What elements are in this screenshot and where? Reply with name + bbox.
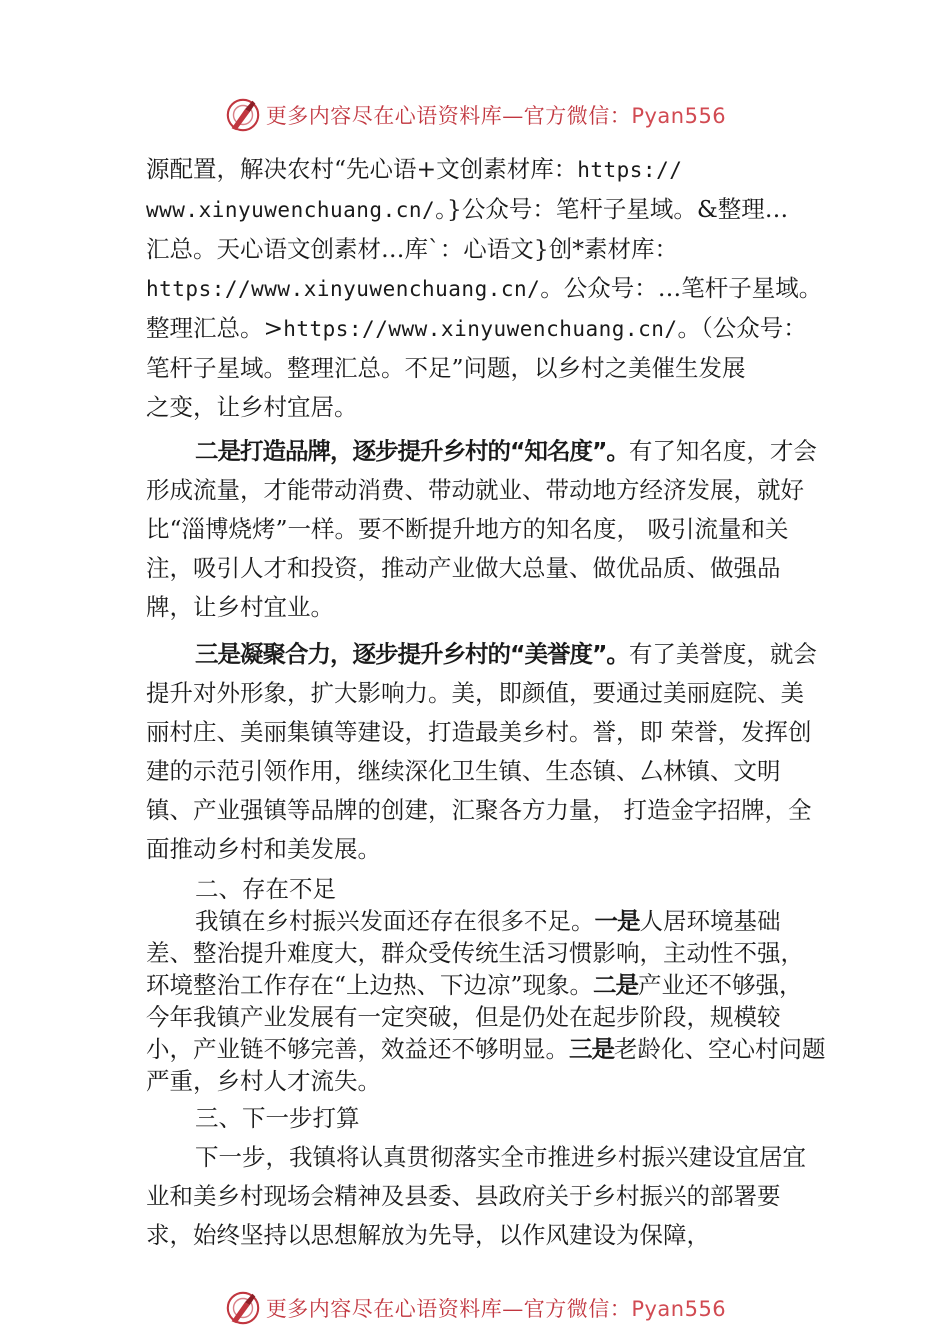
- p2-body: 有了知名度，才会形成流量，才能带动消费、带动就业、带动地方经济发展，就好比“淄博烧烤”一样。要不断提升地方的知名度， 吸引流量和关注，吸引人才和投资，推动产业做大总量、做优品质、做强品牌，让乡村宜业。: [146, 437, 817, 621]
- p1-line4: 。公众号：…笔杆子星域。: [540, 274, 823, 302]
- footer-banner-code: Pyan556: [631, 1297, 727, 1321]
- p4-text-3: 产业还不够强，今年我镇产业发展有一定突破，但是仍处在起步阶段，规模较小，产业链不够完善，效益还不够明显。: [146, 971, 803, 1063]
- pen-logo-icon: [224, 1289, 262, 1327]
- p5-body: 下一步，我镇将认真贯彻落实全市推进乡村振兴建设宜居宜业和美乡村现场会精神及县委、县政府关于乡村振兴的部署要求，始终坚持以思想解放为先导，以作风建设为保障，: [146, 1143, 806, 1249]
- p1-url-fragment: https://: [577, 158, 683, 182]
- footer-watermark: [0, 1288, 950, 1328]
- p2-lead: 二是打造品牌，逐步提升乡村的“知名度”。: [195, 437, 629, 465]
- header-banner-code: Pyan556: [631, 104, 727, 128]
- p1-url-3: https://www.xinyuwenchuang.cn/: [283, 317, 678, 341]
- header-banner-text: 更多内容尽在心语资料库—官方微信：: [265, 104, 632, 128]
- paragraph-4: [146, 905, 826, 1097]
- p1-line2: 。}公众号：笔杆子星域。&整理…: [435, 195, 789, 223]
- p1-url-2: https://www.xinyuwenchuang.cn/: [146, 277, 541, 301]
- p4-text-2: 人居环境基础差、整治提升难度大，群众受传统生活习惯影响，主动性不强，环境整治工作存在“上边热、下边凉”现象。: [146, 907, 804, 999]
- paragraph-1: [146, 150, 826, 427]
- paragraph-3: [146, 635, 826, 869]
- header-watermark: [0, 95, 950, 135]
- footer-banner-text: 更多内容尽在心语资料库—官方微信：: [265, 1297, 632, 1321]
- p3-body: 有了美誉度，就会提升对外形象，扩大影响力。美，即颜值，要通过美丽庭院、美丽村庄、美丽集镇等建设，打造最美乡村。誉，即 荣誉，发挥创建的示范引领作用，继续深化卫生镇、生态镇、厶林镇、文明镇、产业强镇等品牌的创建，汇聚各方力量， 打造金字招牌，全面推动乡村和美发展。: [146, 640, 817, 863]
- paragraph-5: [146, 1138, 826, 1255]
- section-heading-2-wrap: [146, 872, 826, 906]
- p1-url-1: www.xinyuwenchuang.cn/: [146, 198, 436, 222]
- paragraph-2: [146, 432, 826, 627]
- section-heading-3: 三、下一步打算: [195, 1104, 360, 1132]
- p4-text-4: 老龄化、空心村问题严重，乡村人才流失。: [146, 1035, 826, 1095]
- p4-bold-3: 三是: [569, 1035, 614, 1063]
- p1-line1: 源配置，解决农村“先心语+文创素材库：: [146, 155, 578, 183]
- p4-bold-1: 一是: [594, 907, 640, 935]
- p1-line3: 汇总。天心语文创素材…库`：心语文}创*素材库：: [146, 235, 678, 263]
- p1-line5a: 整理汇总。>: [146, 314, 284, 342]
- p4-text-1: 我镇在乡村振兴发面还存在很多不足。: [195, 907, 595, 935]
- p1-line5c: 。（公众号：: [677, 314, 807, 342]
- pen-logo-icon: [224, 96, 262, 134]
- section-heading-2: 二、存在不足: [195, 875, 336, 903]
- p1-line7: 之变，让乡村宜居。: [146, 393, 358, 421]
- p3-lead: 三是凝聚合力，逐步提升乡村的“美誉度”。: [195, 640, 629, 668]
- p4-bold-2: 二是: [593, 971, 639, 999]
- p1-line6: 笔杆子星域。整理汇总。不足”问题，以乡村之美催生发展: [146, 354, 746, 382]
- section-heading-3-wrap: [146, 1101, 826, 1135]
